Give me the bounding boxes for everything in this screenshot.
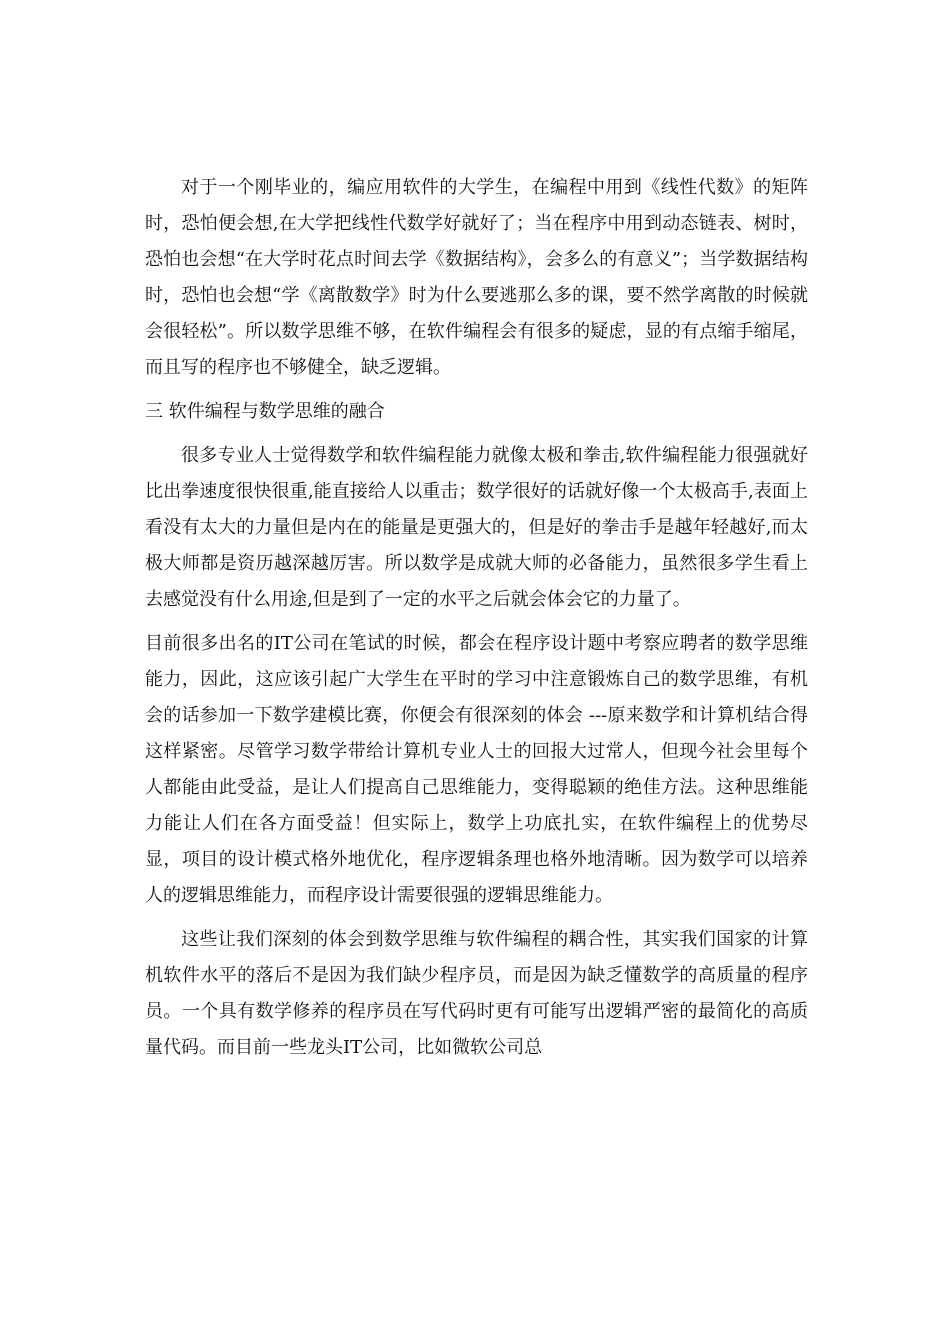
paragraph-coupling: 这些让我们深刻的体会到数学思维与软件编程的耦合性，其实我们国家的计算机软件水平的落后不是因为我们缺少程序员，而是因为缺乏懂数学的高质量的程序员。一个具有数学修养的程序员在写代码时更有可能写出逻辑严密的最简化的高质量代码。而目前一些龙头IT公司，比如微软公司总 (145, 929, 808, 1058)
document-body (145, 170, 808, 1074)
paragraph-math-regret: 对于一个刚毕业的，编应用软件的大学生，在编程中用到《线性代数》的矩阵时，恐怕便会想,在大学把线性代数学好就好了；当在程序中用到动态链表、树时，恐怕也会想“在大学时花点时间去学《数据结构》，会多么的有意义”；当学数据结构时，恐怕也会想“学《离散数学》时为什么要逃那么多的课，要不然学离散的时候就会很轻松”。所以数学思维不够，在软件编程会有很多的疑虑，显的有点缩手缩尾，而且写的程序也不够健全，缺乏逻辑。 (145, 177, 808, 378)
paragraph-it-companies: 目前很多出名的IT公司在笔试的时候，都会在程序设计题中考察应聘者的数学思维能力，因此，这应该引起广大学生在平时的学习中注意锻炼自己的数学思维，有机会的话参加一下数学建模比赛，你便会有很深刻的体会 ---原来数学和计算机结合得这样紧密。尽管学习数学带给计算机专业人士的回报大过常人，但现今社会里每个人都能由此受益，是让人们提高自己思维能力，变得聪颖的绝佳方法。这种思维能力能让人们在各方面受益！但实际上，数学上功底扎实，在软件编程上的优势尽显，项目的设计模式格外地优化，程序逻辑条理也格外地清晰。因为数学可以培养人的逻辑思维能力，而程序设计需要很强的逻辑思维能力。 (145, 633, 808, 906)
paragraph-taiji-boxing: 很多专业人士觉得数学和软件编程能力就像太极和拳击,软件编程能力很强就好比出拳速度很快很重,能直接给人以重击；数学很好的话就好像一个太极高手,表面上看没有太大的力量但是内在的能量是更强大的，但是好的拳击手是越年轻越好,而太极大师都是资历越深越厉害。所以数学是成就大师的必备能力，虽然很多学生看上去感觉没有什么用途,但是到了一定的水平之后就会体会它的力量了。 (145, 445, 808, 610)
section-heading: 三 软件编程与数学思维的融合 (145, 401, 385, 422)
